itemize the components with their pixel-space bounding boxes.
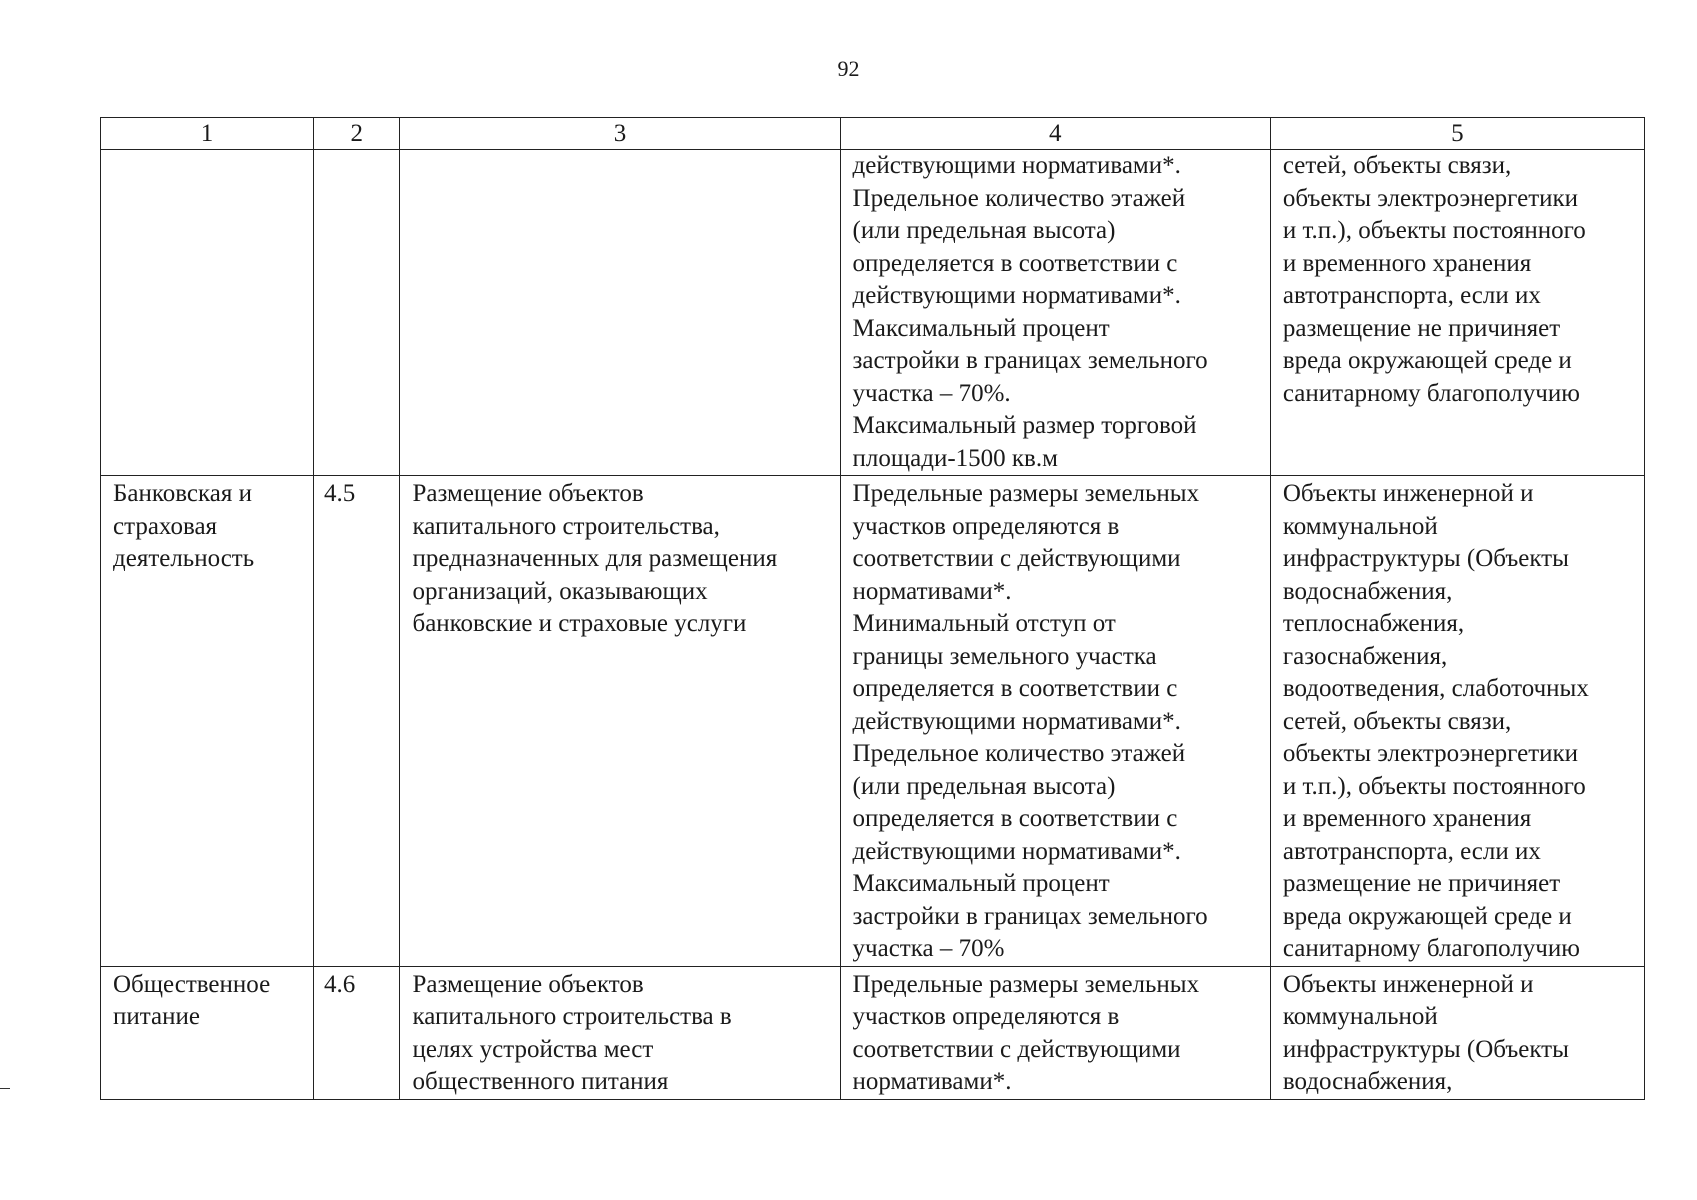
cell-text-line: границы земельного участка: [852, 642, 1157, 670]
cell-use-name: [101, 476, 314, 967]
cell-text-line: Предельные размеры земельных: [852, 970, 1200, 998]
cell-text-line: участков определяются в: [852, 512, 1120, 540]
cell-text-line: и временного хранения: [1282, 805, 1532, 832]
cell-text-line: вреда окружающей среде и: [1282, 902, 1572, 930]
cell-text-line: Объекты инженерной и: [1282, 480, 1534, 507]
cell-text-line: Максимальный процент: [852, 314, 1110, 342]
cell-text-line: участков определяются в: [852, 1003, 1120, 1030]
cell-text-line: предназначенных для размещения: [412, 545, 778, 572]
cell-text-line: капитального строительства в: [412, 1003, 732, 1030]
cell-text-line: действующими нормативами*.: [852, 707, 1181, 735]
cell-text-line: площади-1500 кв.м: [852, 444, 1058, 472]
cell-code: [314, 150, 400, 476]
cell-text-line: действующими нормативами*.: [852, 152, 1181, 179]
cell-text-line: организаций, оказывающих: [412, 577, 708, 605]
cell-text-line: коммунальной: [1282, 512, 1438, 540]
cell-text-line: общественного питания: [412, 1068, 669, 1095]
cell-parameters: [840, 150, 1270, 476]
cell-text-line: размещение не причиняет: [1282, 870, 1561, 897]
cell-text-line: коммунальной: [1282, 1003, 1438, 1030]
cell-text-line: Размещение объектов: [412, 970, 644, 998]
cell-text-line: нормативами*.: [852, 577, 1012, 605]
cell-text-line: Минимальный отступ от: [852, 610, 1116, 637]
header-row: [101, 118, 1645, 150]
cell-text-line: Банковская и: [113, 480, 252, 507]
table-row: [101, 150, 1645, 476]
table-header: [101, 118, 1645, 150]
cell-text-line: действующими нормативами*.: [852, 837, 1181, 865]
cell-text-line: водоотведения, слаботочных: [1282, 675, 1589, 702]
cell-text-line: участка – 70%.: [852, 379, 1011, 407]
cell-code: 4.5: [314, 476, 400, 967]
cell-text-line: теплоснабжения,: [1282, 610, 1465, 637]
scan-edge-mark: [0, 1088, 10, 1089]
cell-text-line: объекты электроэнергетики: [1282, 740, 1579, 767]
cell-description: [400, 476, 840, 967]
cell-text-line: нормативами*.: [852, 1068, 1012, 1095]
cell-text-line: определяется в соответствии с: [852, 805, 1178, 832]
cell-auxiliary-uses: [1270, 966, 1644, 1099]
header-cell-3: 3: [400, 118, 840, 150]
cell-auxiliary-uses: [1270, 476, 1644, 967]
cell-text-line: Общественное: [113, 970, 271, 998]
header-cell-5: 5: [1270, 118, 1644, 150]
cell-text-line: целях устройства мест: [412, 1035, 654, 1063]
cell-text-line: банковские и страховые услуги: [412, 610, 747, 637]
cell-text-line: автотранспорта, если их: [1282, 282, 1541, 309]
cell-text-line: сетей, объекты связи,: [1282, 707, 1512, 735]
cell-text-line: инфраструктуры (Объекты: [1282, 1035, 1569, 1063]
cell-parameters: [840, 966, 1270, 1099]
cell-text-line: и т.п.), объекты постоянного: [1282, 772, 1586, 800]
document-table-container: [100, 117, 1645, 1100]
cell-text-line: Предельное количество этажей: [852, 184, 1186, 212]
cell-description: [400, 150, 840, 476]
zoning-table: [100, 117, 1645, 1100]
cell-text-line: деятельность: [113, 545, 255, 572]
cell-text-line: Предельные размеры земельных: [852, 480, 1200, 507]
cell-text-line: определяется в соответствии с: [852, 249, 1178, 277]
cell-text-line: водоснабжения,: [1282, 1068, 1453, 1095]
cell-text-line: Объекты инженерной и: [1282, 970, 1534, 998]
cell-text-line: инфраструктуры (Объекты: [1282, 545, 1569, 572]
cell-text-line: застройки в границах земельного: [852, 347, 1208, 374]
cell-text-line: капитального строительства,: [412, 512, 720, 540]
cell-text-line: и т.п.), объекты постоянного: [1282, 217, 1586, 244]
cell-parameters: [840, 476, 1270, 967]
header-cell-4: 4: [840, 118, 1270, 150]
cell-text-line: (или предельная высота): [852, 217, 1116, 244]
table-row: [101, 476, 1645, 967]
cell-text-line: Максимальный размер торговой: [852, 412, 1197, 439]
cell-text-line: сетей, объекты связи,: [1282, 152, 1512, 179]
cell-text-line: размещение не причиняет: [1282, 314, 1561, 342]
header-cell-2: 2: [314, 118, 400, 150]
cell-text-line: действующими нормативами*.: [852, 282, 1181, 309]
cell-text-line: и временного хранения: [1282, 249, 1532, 277]
cell-text-line: санитарному благополучию: [1282, 935, 1580, 962]
cell-text-line: водоснабжения,: [1282, 577, 1453, 605]
cell-text-line: Предельное количество этажей: [852, 740, 1186, 767]
cell-text-line: соответствии с действующими: [852, 545, 1181, 572]
cell-text-line: определяется в соответствии с: [852, 675, 1178, 702]
cell-text-line: газоснабжения,: [1282, 642, 1448, 670]
cell-text-line: вреда окружающей среде и: [1282, 347, 1572, 374]
cell-text-line: Размещение объектов: [412, 480, 644, 507]
cell-text-line: соответствии с действующими: [852, 1035, 1181, 1063]
header-cell-1: 1: [101, 118, 314, 150]
page-number: 92: [837, 56, 860, 81]
cell-text-line: автотранспорта, если их: [1282, 837, 1541, 865]
cell-use-name: [101, 150, 314, 476]
cell-text-line: страховая: [113, 512, 218, 540]
cell-text-line: объекты электроэнергетики: [1282, 184, 1579, 212]
cell-text-line: питание: [113, 1003, 200, 1030]
cell-description: [400, 966, 840, 1099]
cell-text-line: участка – 70%: [852, 935, 1005, 962]
table-body: [101, 150, 1645, 1100]
cell-text-line: (или предельная высота): [852, 772, 1116, 800]
cell-code: 4.6: [314, 966, 400, 1099]
cell-use-name: [101, 966, 314, 1099]
cell-text-line: Максимальный процент: [852, 870, 1110, 897]
cell-text-line: санитарному благополучию: [1282, 379, 1580, 407]
table-row: [101, 966, 1645, 1099]
cell-auxiliary-uses: [1270, 150, 1644, 476]
cell-text-line: застройки в границах земельного: [852, 902, 1208, 930]
